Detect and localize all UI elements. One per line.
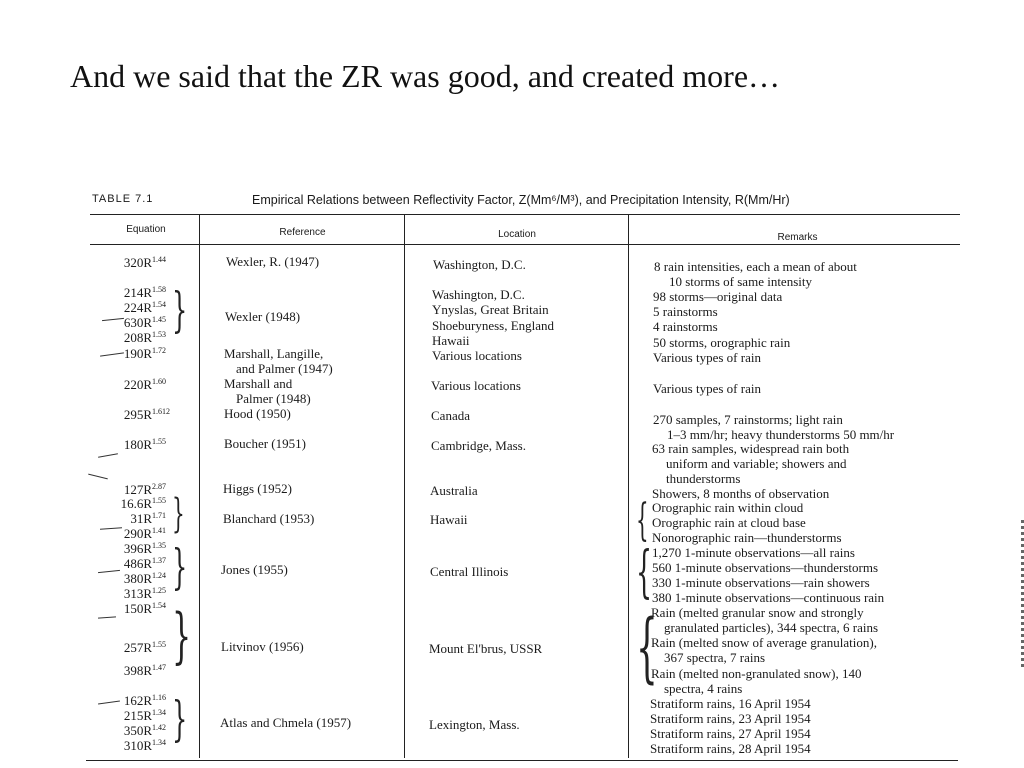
brace-icon: } <box>172 491 185 537</box>
remark-cell: Various types of rain <box>653 350 761 365</box>
reference-cell: Boucher (1951) <box>224 436 306 451</box>
remark-cell: 330 1-minute observations—rain showers <box>652 575 870 590</box>
reference-cell: Palmer (1948) <box>236 391 311 406</box>
remark-cell: Rain (melted non-granulated snow), 140 <box>651 666 862 681</box>
remark-cell: 560 1-minute observations—thunderstorms <box>652 560 879 575</box>
equation-cell: $350R^{1.42}$ <box>123 723 166 738</box>
remark-cell: 270 samples, 7 rainstorms; light rain <box>653 412 843 427</box>
remark-cell: 367 spectra, 7 rains <box>664 650 766 665</box>
equation-cell: $190R^{1.72}$ <box>123 346 166 361</box>
header-equation: Equation <box>126 224 166 235</box>
equation-cell: $295R^{1.612}$ <box>123 407 170 422</box>
col-divider-3 <box>628 214 629 758</box>
reference-cell: Wexler (1948) <box>225 309 301 324</box>
reference-cell: Wexler, R. (1947) <box>226 254 320 269</box>
location-cell: Ynyslas, Great Britain <box>432 302 549 317</box>
rule-bottom <box>86 760 958 761</box>
equation-cell: $208R^{1.53}$ <box>123 330 166 345</box>
equation-cell: $127R^{2.87}$ <box>123 482 166 497</box>
col-divider-2 <box>404 214 405 758</box>
remark-cell: 380 1-minute observations—continuous rain <box>652 590 885 605</box>
remark-cell: 5 rainstorms <box>653 304 718 319</box>
remark-cell: 63 rain samples, widespread rain both <box>652 441 850 456</box>
pen-mark <box>98 616 116 618</box>
remark-cell: 8 rain intensities, each a mean of about <box>654 259 857 274</box>
pen-mark <box>98 453 118 457</box>
reference-cell: Marshall, Langille, <box>224 346 324 361</box>
remark-cell: Orographic rain within cloud <box>652 500 804 515</box>
equation-cell: $150R^{1.54}$ <box>123 601 166 616</box>
remark-cell: Stratiform rains, 28 April 1954 <box>650 741 811 756</box>
header-reference: Reference <box>279 227 326 238</box>
equation-cell: $396R^{1.35}$ <box>123 541 166 556</box>
reference-cell: Jones (1955) <box>221 562 288 577</box>
location-cell: Shoeburyness, England <box>432 318 555 333</box>
rule-top <box>90 214 960 215</box>
remark-cell: Stratiform rains, 23 April 1954 <box>650 711 811 726</box>
reference-cell: Blanchard (1953) <box>223 511 315 526</box>
remark-cell: 50 storms, orographic rain <box>653 335 791 350</box>
header-remarks: Remarks <box>777 232 818 243</box>
reference-cell: Higgs (1952) <box>223 481 292 496</box>
equation-cell: $16.6R^{1.55}$ <box>120 496 166 511</box>
equation-cell: $320R^{1.44}$ <box>123 255 166 270</box>
location-cell: Hawaii <box>430 512 468 527</box>
equation-cell: $224R^{1.54}$ <box>123 300 166 315</box>
equation-cell: $398R^{1.47}$ <box>123 663 166 678</box>
table-caption: Empirical Relations between Reflectivity Factor, Z(Mm⁶/M³), and Precipitation Intensity, R(Mm/Hr) <box>252 193 790 207</box>
remark-cell: Orographic rain at cloud base <box>652 515 806 530</box>
location-cell: Various locations <box>431 378 521 393</box>
brace-icon: } <box>172 539 188 595</box>
remark-cell: 10 storms of same intensity <box>669 274 812 289</box>
header-location: Location <box>498 229 536 240</box>
table-label: TABLE 7.1 <box>92 193 154 205</box>
equation-cell: $486R^{1.37}$ <box>123 556 166 571</box>
slide-title: And we said that the ZR was good, and created more… <box>70 58 781 94</box>
location-cell: Washington, D.C. <box>433 257 526 272</box>
remark-cell: Rain (melted granular snow and strongly <box>651 605 864 620</box>
location-cell: Australia <box>430 483 478 498</box>
remark-cell: granulated particles), 344 spectra, 6 rains <box>664 620 879 635</box>
equation-cell: $215R^{1.34}$ <box>123 708 166 723</box>
reference-cell: Hood (1950) <box>224 406 291 421</box>
equation-cell: $162R^{1.16}$ <box>123 693 166 708</box>
reference-cell: Atlas and Chmela (1957) <box>220 715 352 730</box>
remark-cell: Showers, 8 months of observation <box>652 486 830 501</box>
equation-cell: $180R^{1.55}$ <box>123 437 166 452</box>
location-cell: Washington, D.C. <box>432 287 525 302</box>
brace-icon: } <box>172 601 192 671</box>
location-cell: Central Illinois <box>430 564 509 579</box>
equation-cell: $257R^{1.55}$ <box>123 640 166 655</box>
brace-icon: } <box>172 691 188 747</box>
location-cell: Lexington, Mass. <box>429 717 520 732</box>
remark-cell: Stratiform rains, 16 April 1954 <box>650 696 811 711</box>
reference-cell: and Palmer (1947) <box>236 361 333 376</box>
remark-cell: Stratiform rains, 27 April 1954 <box>650 726 811 741</box>
location-cell: Canada <box>431 408 470 423</box>
location-cell: Mount El'brus, USSR <box>429 641 543 656</box>
brace-icon: { <box>636 540 653 605</box>
equation-cell: $290R^{1.41}$ <box>123 526 166 541</box>
equation-cell: $630R^{1.45}$ <box>123 315 166 330</box>
brace-icon: { <box>636 495 649 546</box>
brace-icon: } <box>172 282 188 338</box>
col-divider-1 <box>199 214 200 758</box>
remark-cell: Various types of rain <box>653 381 761 396</box>
remark-cell: 1–3 mm/hr; heavy thunderstorms 50 mm/hr <box>667 427 895 442</box>
remark-cell: Nonorographic rain—thunderstorms <box>652 530 842 545</box>
equation-cell: $310R^{1.34}$ <box>123 738 166 753</box>
remark-cell: 98 storms—original data <box>653 289 783 304</box>
reference-cell: Marshall and <box>224 376 293 391</box>
remark-cell: 4 rainstorms <box>653 319 718 334</box>
remark-cell: spectra, 4 rains <box>664 681 743 696</box>
remark-cell: uniform and variable; showers and <box>666 456 847 471</box>
equation-cell: $380R^{1.24}$ <box>123 571 166 586</box>
equation-cell: $31R^{1.71}$ <box>130 511 166 526</box>
location-cell: Various locations <box>432 348 522 363</box>
reference-cell: Litvinov (1956) <box>221 639 304 654</box>
location-cell: Hawaii <box>432 333 470 348</box>
remark-cell: thunderstorms <box>666 471 741 486</box>
equation-cell: $220R^{1.60}$ <box>123 377 166 392</box>
brace-icon: { <box>636 602 658 691</box>
remark-cell: Rain (melted snow of average granulation), <box>651 635 877 650</box>
remark-cell: 1,270 1-minute observations—all rains <box>652 545 855 560</box>
equation-cell: $313R^{1.25}$ <box>123 586 166 601</box>
location-cell: Cambridge, Mass. <box>431 438 526 453</box>
equation-cell: $214R^{1.58}$ <box>123 285 166 300</box>
